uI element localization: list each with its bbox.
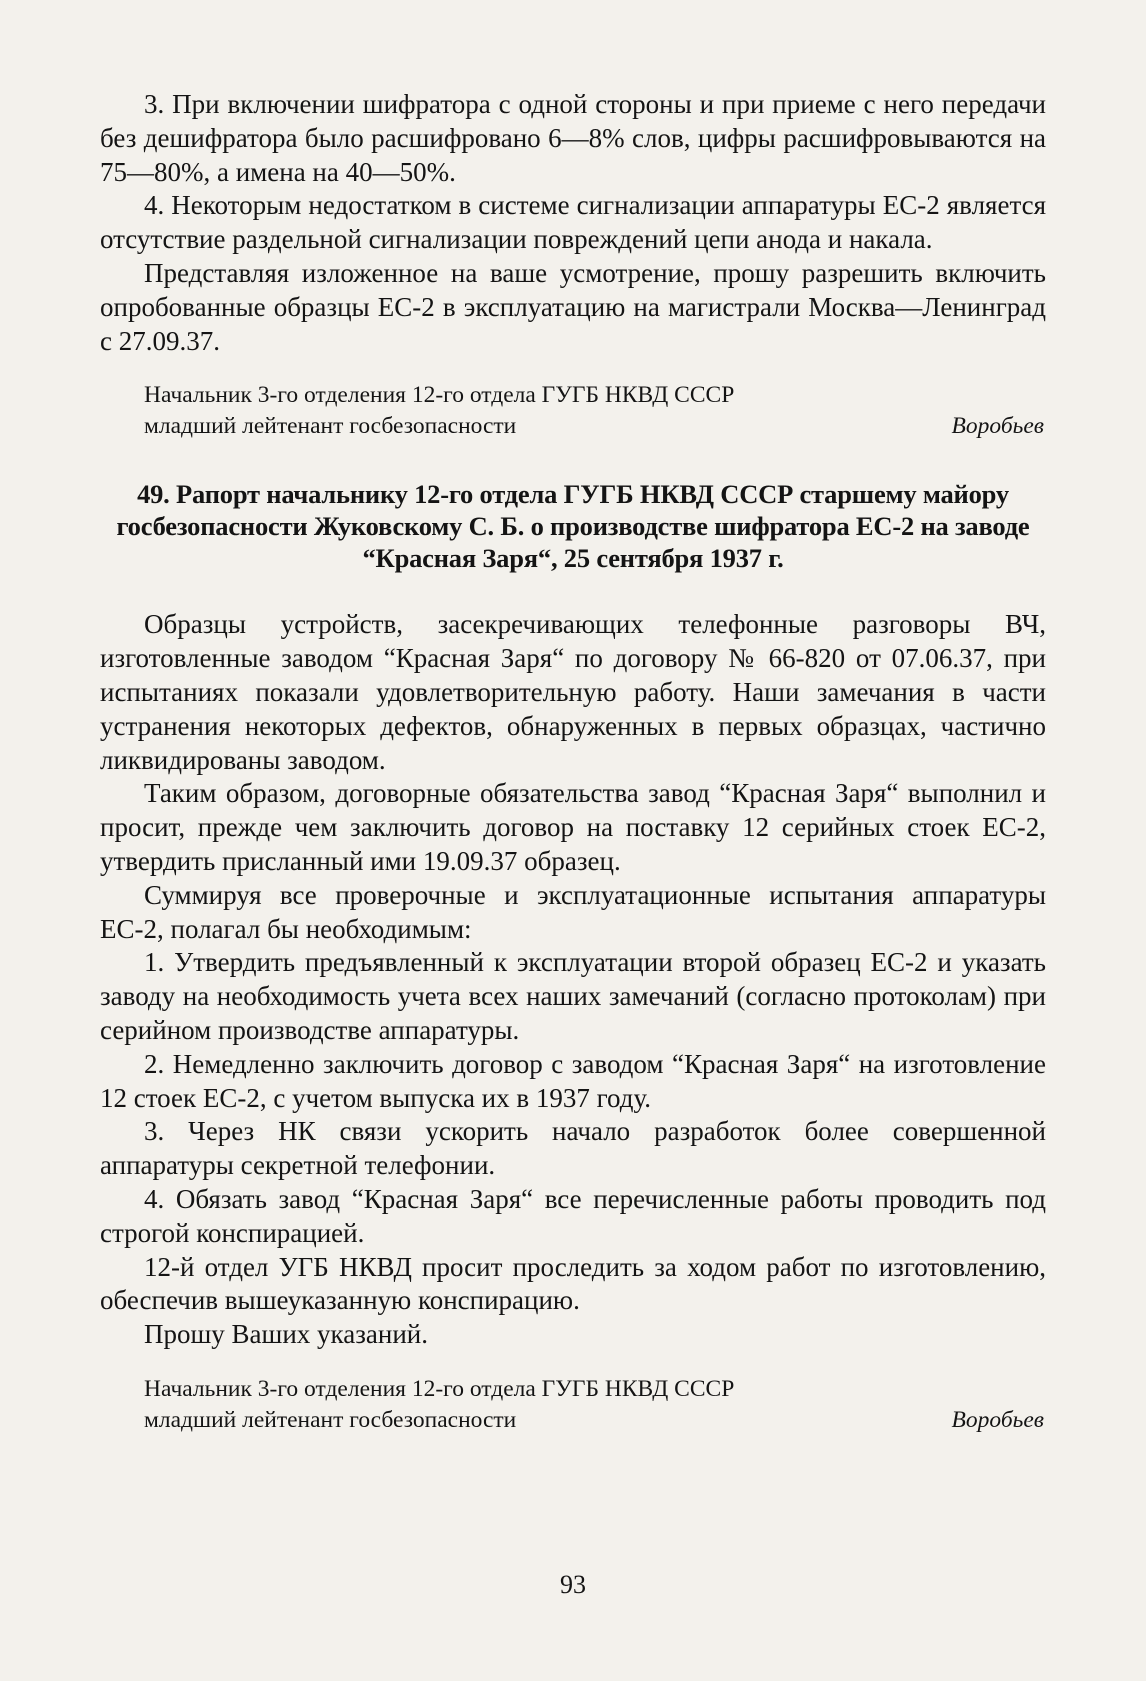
paragraph: 1. Утвердить предъявленный к эксплуатации второй образец ЕС-2 и указать заводу на необходимость учета всех наших замечаний (согласно протоколам) при серийном производстве аппаратуры. bbox=[100, 947, 1046, 1045]
continued-report-body bbox=[100, 88, 1046, 358]
document-heading: 49. Рапорт начальнику 12-го отдела ГУГБ НКВД СССР старшему майору госбезопасности Жуковскому С. Б. о производстве шифратора ЕС-2 на заводе “Красная Заря“, 25 сентября 1937 г. bbox=[116, 479, 1030, 574]
signature-position: Начальник 3-го отделения 12-го отдела ГУГБ НКВД СССР bbox=[144, 382, 735, 409]
signature-position: Начальник 3-го отделения 12-го отдела ГУГБ НКВД СССР bbox=[144, 1375, 735, 1402]
paragraph: Образцы устройств, засекречивающих телефонные разговоры ВЧ, изготовленные заводом “Красная Заря“ по договору № 66-820 от 07.06.37, при испытаниях показали удовлетворительную работу. Наши замечания в части устранения некоторых дефектов, обнаруженных в первых образцах, частично ликвидированы заводом. bbox=[100, 609, 1046, 775]
paragraph: Прошу Ваших указаний. bbox=[144, 1319, 428, 1350]
paragraph: 3. При включении шифратора с одной стороны и при приеме с него передачи без дешифратора было расшифровано 6—8% слов, цифры расшифровываются на 75—80%, а имена на 40—50%. bbox=[100, 89, 1046, 187]
paragraph: Таким образом, договорные обязательства завод “Красная Заря“ выполнил и просит, прежде чем заключить договор на поставку 12 серийных стоек ЕС-2, утвердить присланный ими 19.09.37 образец. bbox=[100, 778, 1046, 876]
paragraph: 12-й отдел УГБ НКВД просит проследить за ходом работ по изготовлению, обеспечив вышеуказанную конспирацию. bbox=[100, 1251, 1046, 1316]
paragraph: 3. Через НК связи ускорить начало разработок более совершенной аппаратуры секретной телефонии. bbox=[100, 1116, 1046, 1181]
signature-rank: младший лейтенант госбезопасности bbox=[144, 413, 517, 440]
paragraph: Представляя изложенное на ваше усмотрение, прошу разрешить включить опробованные образцы ЕС-2 в эксплуатацию на магистрали Москва—Ленинград с 27.09.37. bbox=[100, 257, 1046, 356]
signature-rank: младший лейтенант госбезопасности bbox=[144, 1406, 517, 1433]
paragraph: 2. Немедленно заключить договор с заводом “Красная Заря“ на изготовление 12 стоек ЕС-2, с учетом выпуска их в 1937 году. bbox=[100, 1048, 1046, 1113]
paragraph: 4. Некоторым недостатком в системе сигнализации аппаратуры ЕС-2 является отсутствие раздельной сигнализации повреждений цепи анода и накала. bbox=[100, 190, 1046, 255]
signature-name: Воробьев bbox=[951, 1406, 1044, 1433]
paragraph: Суммируя все проверочные и эксплуатационные испытания аппаратуры ЕС-2, полагал бы необходимым: bbox=[100, 879, 1046, 944]
page-number: 93 bbox=[560, 1570, 586, 1599]
signature-name: Воробьев bbox=[951, 413, 1044, 440]
paragraph: 4. Обязать завод “Красная Заря“ все перечисленные работы проводить под строгой конспирацией. bbox=[100, 1183, 1046, 1248]
signature-block bbox=[100, 1374, 1046, 1436]
signature-block bbox=[100, 380, 1046, 442]
document-body bbox=[100, 608, 1046, 1352]
